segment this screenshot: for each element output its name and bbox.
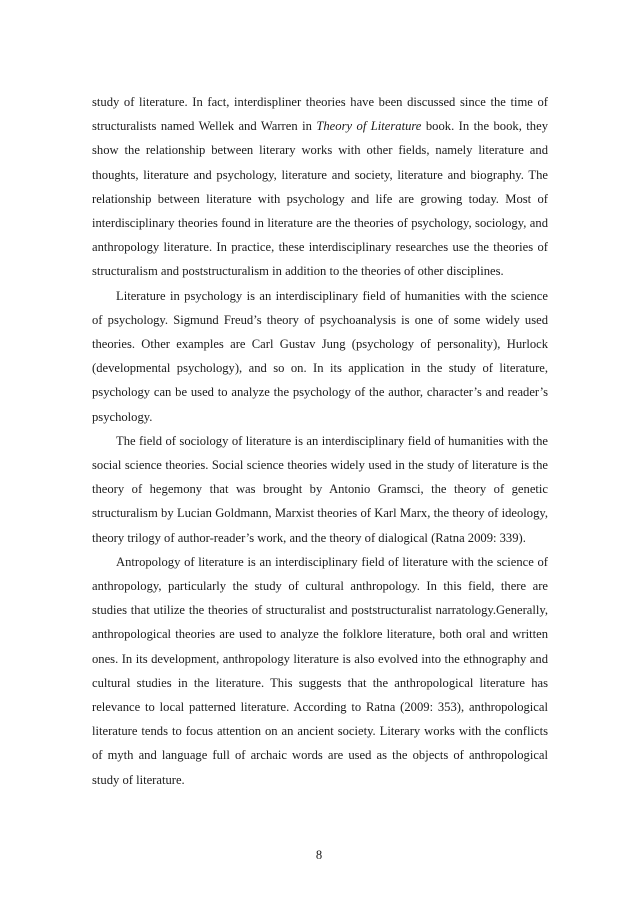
paragraph-psychology: Literature in psychology is an interdisciplinary field of humanities with the science of psychology. Sigmund Freud’s theory of psychoanalysis is one of some widely used theories. Other examples are Carl Gustav Jung (psychology of personality), Hurlock (developmental psychology), and so on. In its application in the study of literature, psychology can be used to analyze the psychology of the author, character’s and reader’s psychology. xyxy=(92,288,548,424)
body-text xyxy=(92,90,548,792)
paragraph-continuation xyxy=(92,90,548,284)
paragraph-anthropology: Antropology of literature is an interdisciplinary field of literature with the science of anthropology, particularly the study of cultural anthropology. In this field, there are studies that utilize the theories of structuralist and poststructuralist narratology.Generally, anthropological theories are used to analyze the folklore literature, both oral and written ones. In its development, anthropology literature is also evolved into the ethnography and cultural studies in the literature. This suggests that the anthropological literature has relevance to local patterned literature. According to Ratna (2009: 353), anthropological literature tends to focus attention on an ancient society. Literary works with the conflicts of myth and language full of archaic words are used as the objects of anthropological study of literature. xyxy=(92,554,548,787)
book-title: Theory of Literature xyxy=(316,119,422,134)
paragraph-sociology: The field of sociology of literature is an interdisciplinary field of humanities with the social science theories. Social science theories widely used in the study of literature is the theory of hegemony that was brought by Antonio Gramsci, the theory of genetic structuralism by Lucian Goldmann, Marxist theories of Karl Marx, the theory of ideology, theory trilogy of author-reader’s work, and the theory of dialogical (Ratna 2009: 339). xyxy=(92,433,548,545)
page-number: 8 xyxy=(315,848,323,862)
paragraph-text: study of literature. In fact, interdispliner theories have been discussed since the time of structuralists named Wellek and Warren in xyxy=(92,95,548,134)
paragraph-text: book. In the book, they show the relationship between literary works with other fields, namely literature and thoughts, literature and psychology, literature and society, literature and biography. The relationship between literature with psychology and life are growing today. Most of interdisciplinary theories found in literature are the theories of psychology, sociology, and anthropology literature. In practice, these interdisciplinary researches use the theories of structuralism and poststructuralism in addition to the theories of other disciplines. xyxy=(92,119,548,279)
